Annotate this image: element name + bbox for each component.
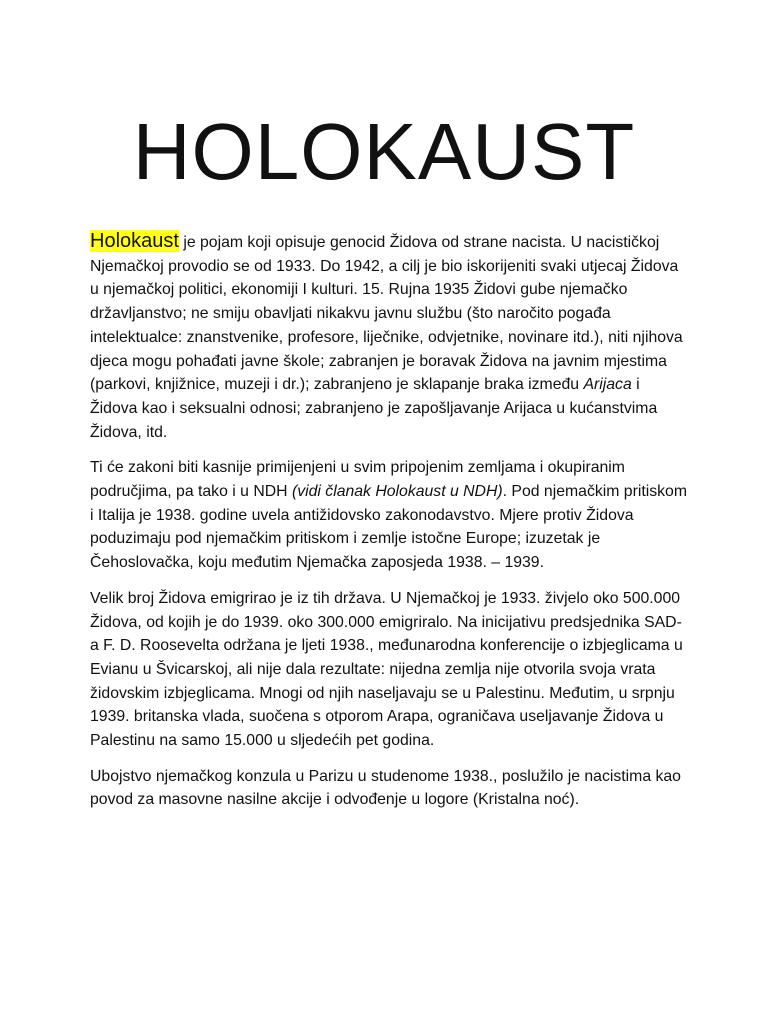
paragraph-4 bbox=[90, 765, 690, 812]
document-title: HOLOKAUST bbox=[132, 107, 636, 196]
text-run: Velik broj Židova emigrirao je iz tih država. U Njemačkoj je 1933. živjelo oko 500.000 Židova, od kojih je do 1939. oko 300.000 emigriralo. Na inicijativu predsjednika SAD-a F. D. Roosevelta održana je ljeti 1938., međunarodna konferencije o izbjeglicama u Evianu u Švicarskoj, ali nije dala rezultate: nijedna zemlja nije otvorila svoja vrata židovskim izbjeglicama. Mnogi od njih naseljavaju se u Palestinu. Međutim, u srpnju 1939. britanska vlada, suočena s otporom Arapa, ograničava useljavanje Židova u Palestinu na samo 15.000 u sljedećih pet godina. bbox=[90, 589, 683, 750]
text-run: Ubojstvo njemačkog konzula u Parizu u studenome 1938., poslužilo je nacistima kao povod za masovne nasilne akcije i odvođenje u logore (Kristalna noć). bbox=[90, 767, 681, 809]
paragraph-2 bbox=[90, 456, 690, 575]
text-run: Ti će zakoni biti kasnije primijenjeni u svim pripojenim zemljama i okupiranim područjima, pa tako i u NDH bbox=[90, 459, 625, 501]
text-run: . Pod njemačkim pritiskom i Italija je 1938. godine uvela antižidovsko zakonodavstvo. Mjere protiv Židova poduzimaju pod njemačkim pritiskom i zemlje istočne Europe; izuzetak je Čehoslovačka, koju međutim Njemačka zaposjeda 1938. – 1939. bbox=[90, 483, 687, 572]
italic-term: Arijaca bbox=[583, 376, 632, 394]
text-run: je pojam koji opisuje genocid Židova od strane nacista. U nacističkoj Njemačkoj provodio se od 1933. Do 1942, a cilj je bio iskorijeniti svaki utjecaj Židova u njemačkoj politici, ekonomiji I kulturi. 15. Rujna 1935 Židovi gube njemačko državljanstvo; ne smiju obavljati nikakvu javnu službu (što naročito pogađa intelektualce: znanstvenike, profesore, liječnike, odvjetnike, novinare itd.), niti njihova djeca mogu pohađati javne škole; zabranjen je boravak Židova na javnim mjestima (parkovi, knjižnice, muzeji i dr.); zabranjeno je sklapanje braka između bbox=[90, 234, 683, 394]
document-body bbox=[90, 230, 690, 824]
highlighted-term: Holokaust bbox=[90, 230, 179, 252]
text-run: i Židova kao i seksualni odnosi; zabranjeno je zapošljavanje Arijaca u kućanstvima Židova, itd. bbox=[90, 376, 658, 441]
paragraph-1 bbox=[90, 230, 690, 444]
paragraph-3 bbox=[90, 587, 690, 753]
italic-reference: (vidi članak Holokaust u NDH) bbox=[291, 483, 503, 501]
